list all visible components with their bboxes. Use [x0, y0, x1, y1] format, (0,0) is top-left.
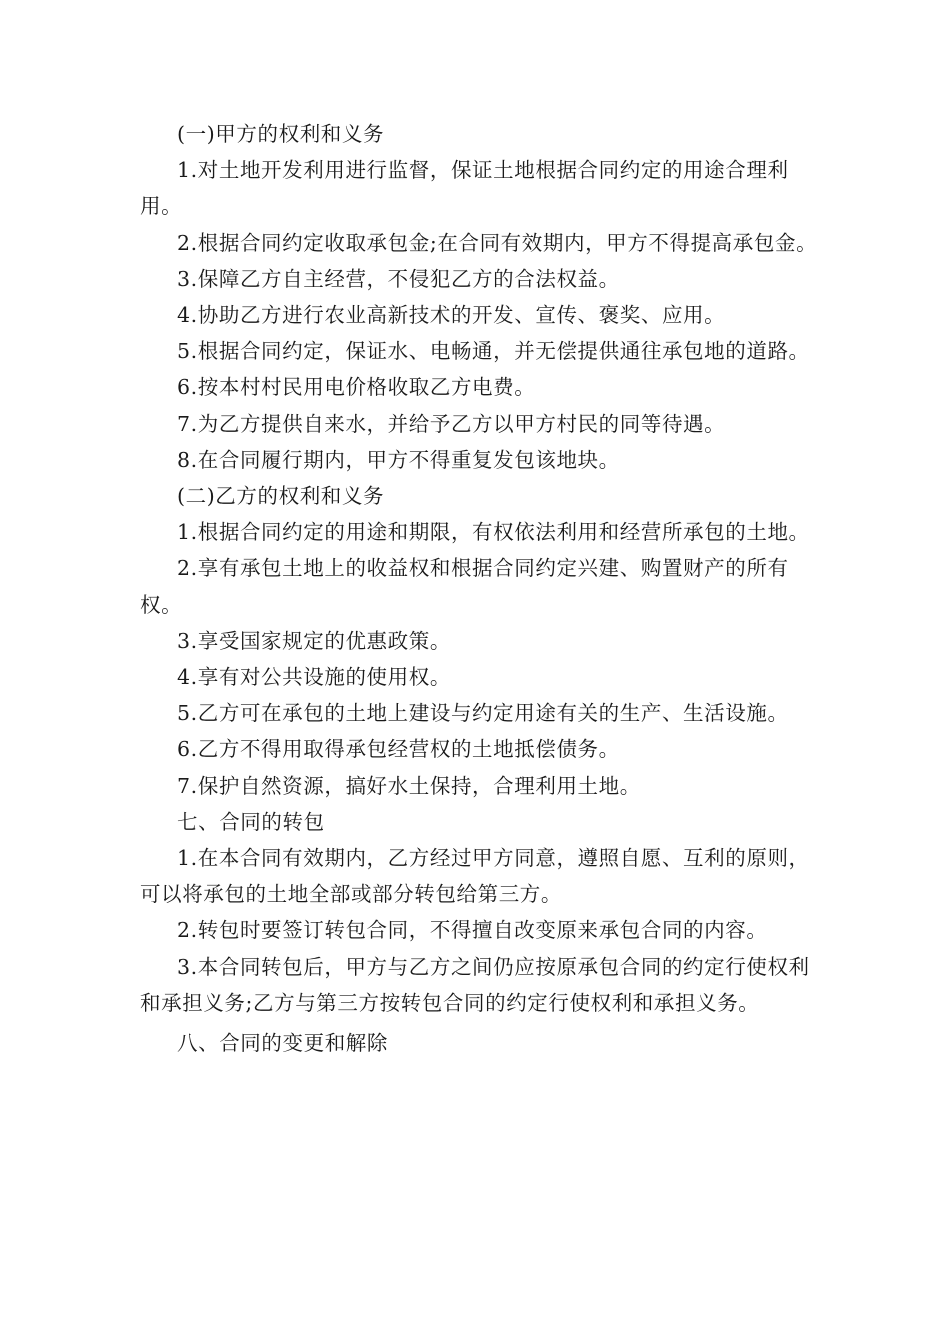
clause-b-5: 5.乙方可在承包的土地上建设与约定用途有关的生产、生活设施。	[177, 701, 789, 726]
section-heading-subcontract: 七、合同的转包	[177, 809, 325, 834]
clause-sub-2: 2.转包时要签订转包合同，不得擅自改变原来承包合同的内容。	[177, 918, 768, 943]
clause-b-2: 2.享有承包土地上的收益权和根据合同约定兴建、购置财产的所有权。	[140, 556, 789, 617]
section-heading-party-b: (二)乙方的权利和义务	[177, 484, 385, 509]
clause-a-6: 6.按本村村民用电价格收取乙方电费。	[177, 375, 536, 400]
clause-a-1: 1.对土地开发利用进行监督，保证土地根据合同约定的用途合理利用。	[140, 158, 789, 219]
clause-sub-3: 3.本合同转包后，甲方与乙方之间仍应按原承包合同的约定行使权利和承担义务;乙方与第三方按转包合同的约定行使权利和承担义务。	[140, 954, 810, 1015]
clause-b-1: 1.根据合同约定的用途和期限，有权依法利用和经营所承包的土地。	[177, 520, 810, 545]
document-body	[140, 116, 820, 1061]
clause-sub-1: 1.在本合同有效期内，乙方经过甲方同意，遵照自愿、互利的原则，可以将承包的土地全部或部分转包给第三方。	[140, 846, 810, 907]
section-heading-party-a: (一)甲方的权利和义务	[177, 122, 385, 146]
clause-a-2: 2.根据合同约定收取承包金;在合同有效期内，甲方不得提高承包金。	[177, 230, 818, 255]
clause-a-4: 4.协助乙方进行农业高新技术的开发、宣传、褒奖、应用。	[177, 303, 726, 328]
clause-b-4: 4.享有对公共设施的使用权。	[177, 665, 451, 690]
clause-b-6: 6.乙方不得用取得承包经营权的土地抵偿债务。	[177, 737, 620, 762]
clause-a-5: 5.根据合同约定，保证水、电畅通，并无偿提供通往承包地的道路。	[177, 339, 810, 364]
clause-b-3: 3.享受国家规定的优惠政策。	[177, 628, 451, 653]
section-heading-change-termination: 八、合同的变更和解除	[177, 1031, 388, 1056]
clause-a-8: 8.在合同履行期内，甲方不得重复发包该地块。	[177, 447, 620, 472]
clause-b-7: 7.保护自然资源，搞好水土保持，合理利用土地。	[177, 773, 641, 798]
clause-a-7: 7.为乙方提供自来水，并给予乙方以甲方村民的同等待遇。	[177, 411, 726, 436]
clause-a-3: 3.保障乙方自主经营，不侵犯乙方的合法权益。	[177, 266, 620, 291]
